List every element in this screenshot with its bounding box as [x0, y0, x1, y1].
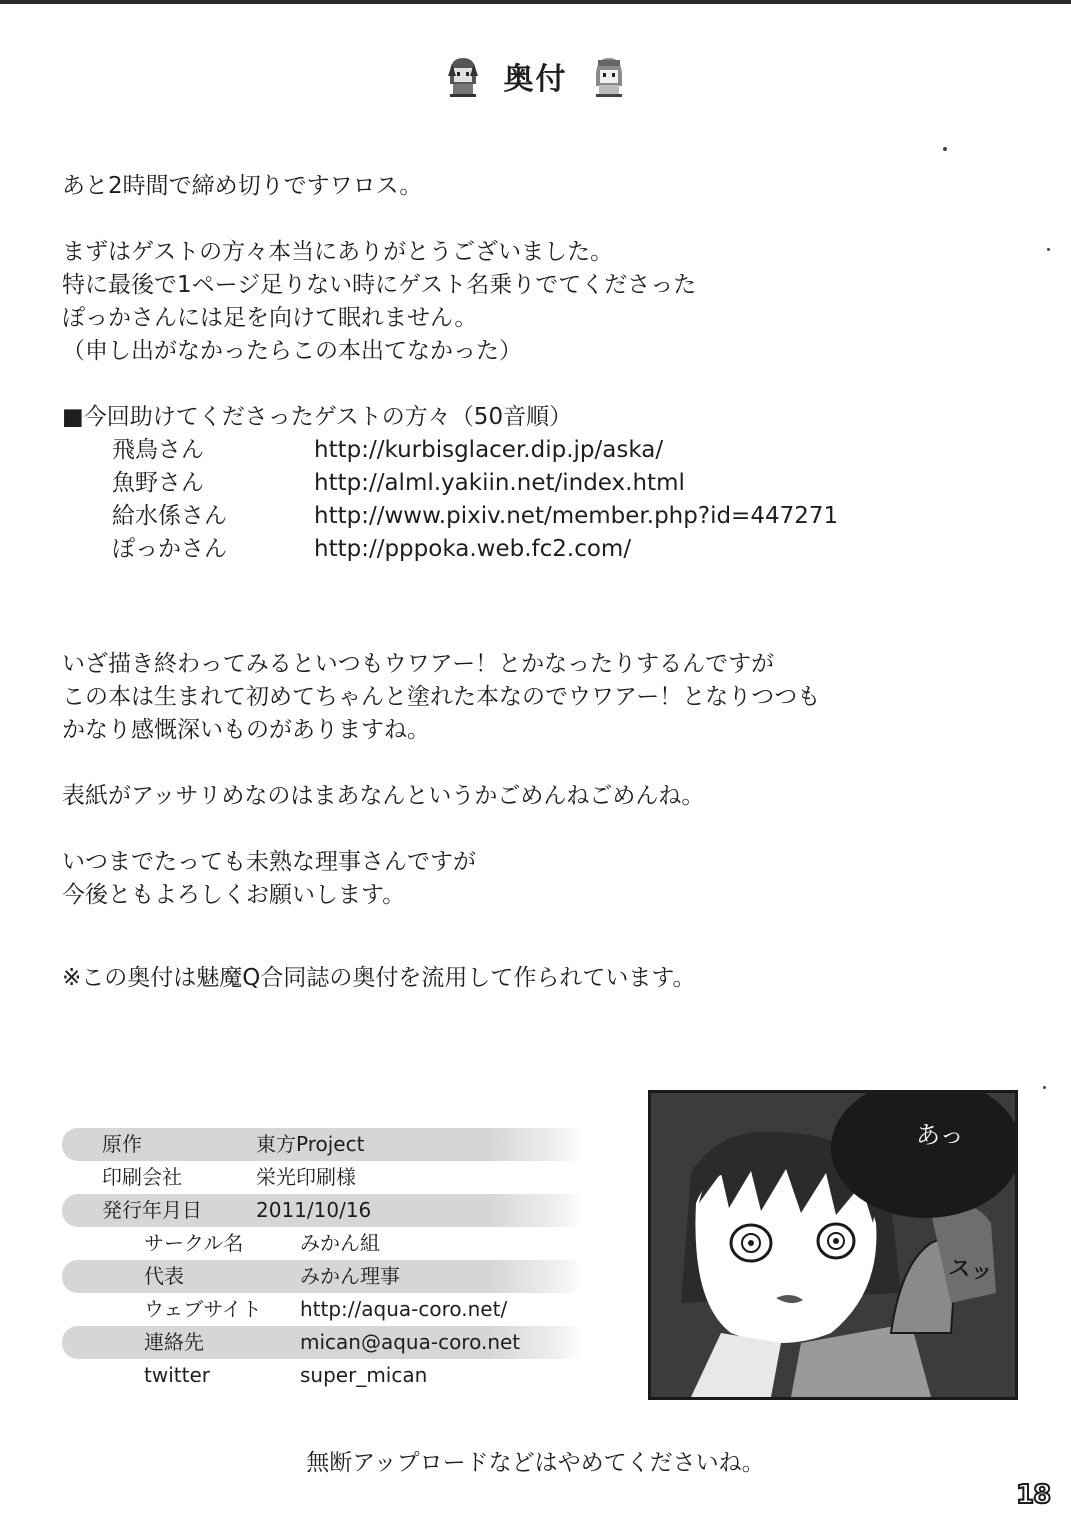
guest-url: http://alml.yakiin.net/index.html: [314, 470, 685, 496]
text-line: 表紙がアッサリめなのはまあなんというかごめんねごめんね。: [62, 783, 705, 809]
colophon-key: 連絡先: [144, 1330, 204, 1354]
colophon-key: 代表: [144, 1264, 184, 1288]
guest-row: [62, 533, 1022, 566]
guest-name: ぽっかさん: [112, 536, 227, 562]
chibi-sprite-icon: [444, 54, 482, 98]
afterword-paragraph: [62, 648, 1022, 747]
colophon-key: 原作: [102, 1132, 142, 1156]
guest-url: http://kurbisglacer.dip.jp/aska/: [314, 437, 664, 463]
guest-url: http://pppoka.web.fc2.com/: [314, 536, 632, 562]
header: [0, 52, 1071, 100]
text-line: 特に最後で1ページ足りない時にゲスト名乗りでてくださった: [62, 272, 697, 298]
colophon-value: 2011/10/16: [256, 1198, 372, 1222]
chibi-sprite-icon: [590, 54, 628, 98]
body-text: [62, 170, 1022, 1028]
colophon-key: twitter: [144, 1363, 210, 1387]
colophon-row: [62, 1260, 582, 1293]
illustration-panel: [648, 1090, 1018, 1400]
colophon-row: [62, 1359, 582, 1392]
guest-row: [62, 434, 1022, 467]
guest-list-heading: ■今回助けてくださったゲストの方々（50音順）: [62, 404, 573, 430]
colophon-value: みかん理事: [300, 1264, 400, 1288]
scan-speck: [943, 147, 947, 151]
guest-url: http://www.pixiv.net/member.php?id=447271: [314, 503, 839, 529]
colophon-value: http://aqua-coro.net/: [300, 1297, 508, 1321]
intro-paragraph: [62, 170, 1022, 203]
colophon-value: 栄光印刷様: [256, 1165, 356, 1189]
text-line: まずはゲストの方々本当にありがとうございました。: [62, 239, 614, 265]
text-line: かなり感慨深いものがありますね。: [62, 717, 430, 743]
footer-notice: 無断アップロードなどはやめてくださいね。: [306, 1450, 765, 1476]
colophon-value: みかん組: [300, 1231, 380, 1255]
colophon-value: mican@aqua-coro.net: [300, 1330, 521, 1354]
sfx-text: スッ: [947, 1255, 995, 1286]
guest-name: 飛鳥さん: [112, 437, 204, 463]
cover-paragraph: [62, 780, 1022, 813]
guest-row: [62, 467, 1022, 500]
text-line: いつまでたっても未熟な理事さんですが: [62, 849, 476, 875]
top-border: [0, 0, 1071, 4]
guest-list: [62, 401, 1022, 566]
colophon-key: サークル名: [144, 1231, 244, 1255]
colophon-row: [62, 1293, 582, 1326]
reuse-note: [62, 962, 1022, 995]
page-number: 18: [1016, 1480, 1051, 1510]
text-line: （申し出がなかったらこの本出てなかった）: [62, 338, 522, 364]
closing-paragraph: [62, 846, 1022, 912]
colophon-row: [62, 1161, 582, 1194]
colophon-row: [62, 1128, 582, 1161]
colophon-value: 東方Project: [256, 1132, 365, 1156]
colophon-row: [62, 1227, 582, 1260]
scan-speck: [1047, 248, 1050, 251]
colophon-row: [62, 1194, 582, 1227]
text-line: 今後ともよろしくお願いします。: [62, 882, 406, 908]
colophon-table: [62, 1128, 582, 1392]
page-title: 奥付: [503, 62, 568, 97]
sfx-text: あっ: [916, 1121, 964, 1149]
colophon-value: super_mican: [300, 1363, 428, 1387]
colophon-row: [62, 1326, 582, 1359]
text-line: ぽっかさんには足を向けて眠れません。: [62, 305, 478, 331]
colophon-key: 発行年月日: [102, 1198, 202, 1222]
text-line: この本は生まれて初めてちゃんと塗れた本なのでウワアー！となりつつも: [62, 684, 821, 710]
colophon-key: ウェブサイト: [144, 1297, 262, 1321]
guest-name: 給水係さん: [112, 503, 227, 529]
guest-row: [62, 500, 1022, 533]
text-line: いざ描き終わってみるといつもウワアー！とかなったりするんですが: [62, 651, 775, 677]
colophon-key: 印刷会社: [102, 1165, 182, 1189]
text-line: あと2時間で締め切りですワロス。: [62, 173, 423, 199]
guest-name: 魚野さん: [112, 470, 204, 496]
text-line: ※この奥付は魅魔Q合同誌の奥付を流用して作られています。: [62, 965, 696, 991]
thanks-paragraph: [62, 236, 1022, 368]
scan-speck: [1043, 1086, 1046, 1089]
